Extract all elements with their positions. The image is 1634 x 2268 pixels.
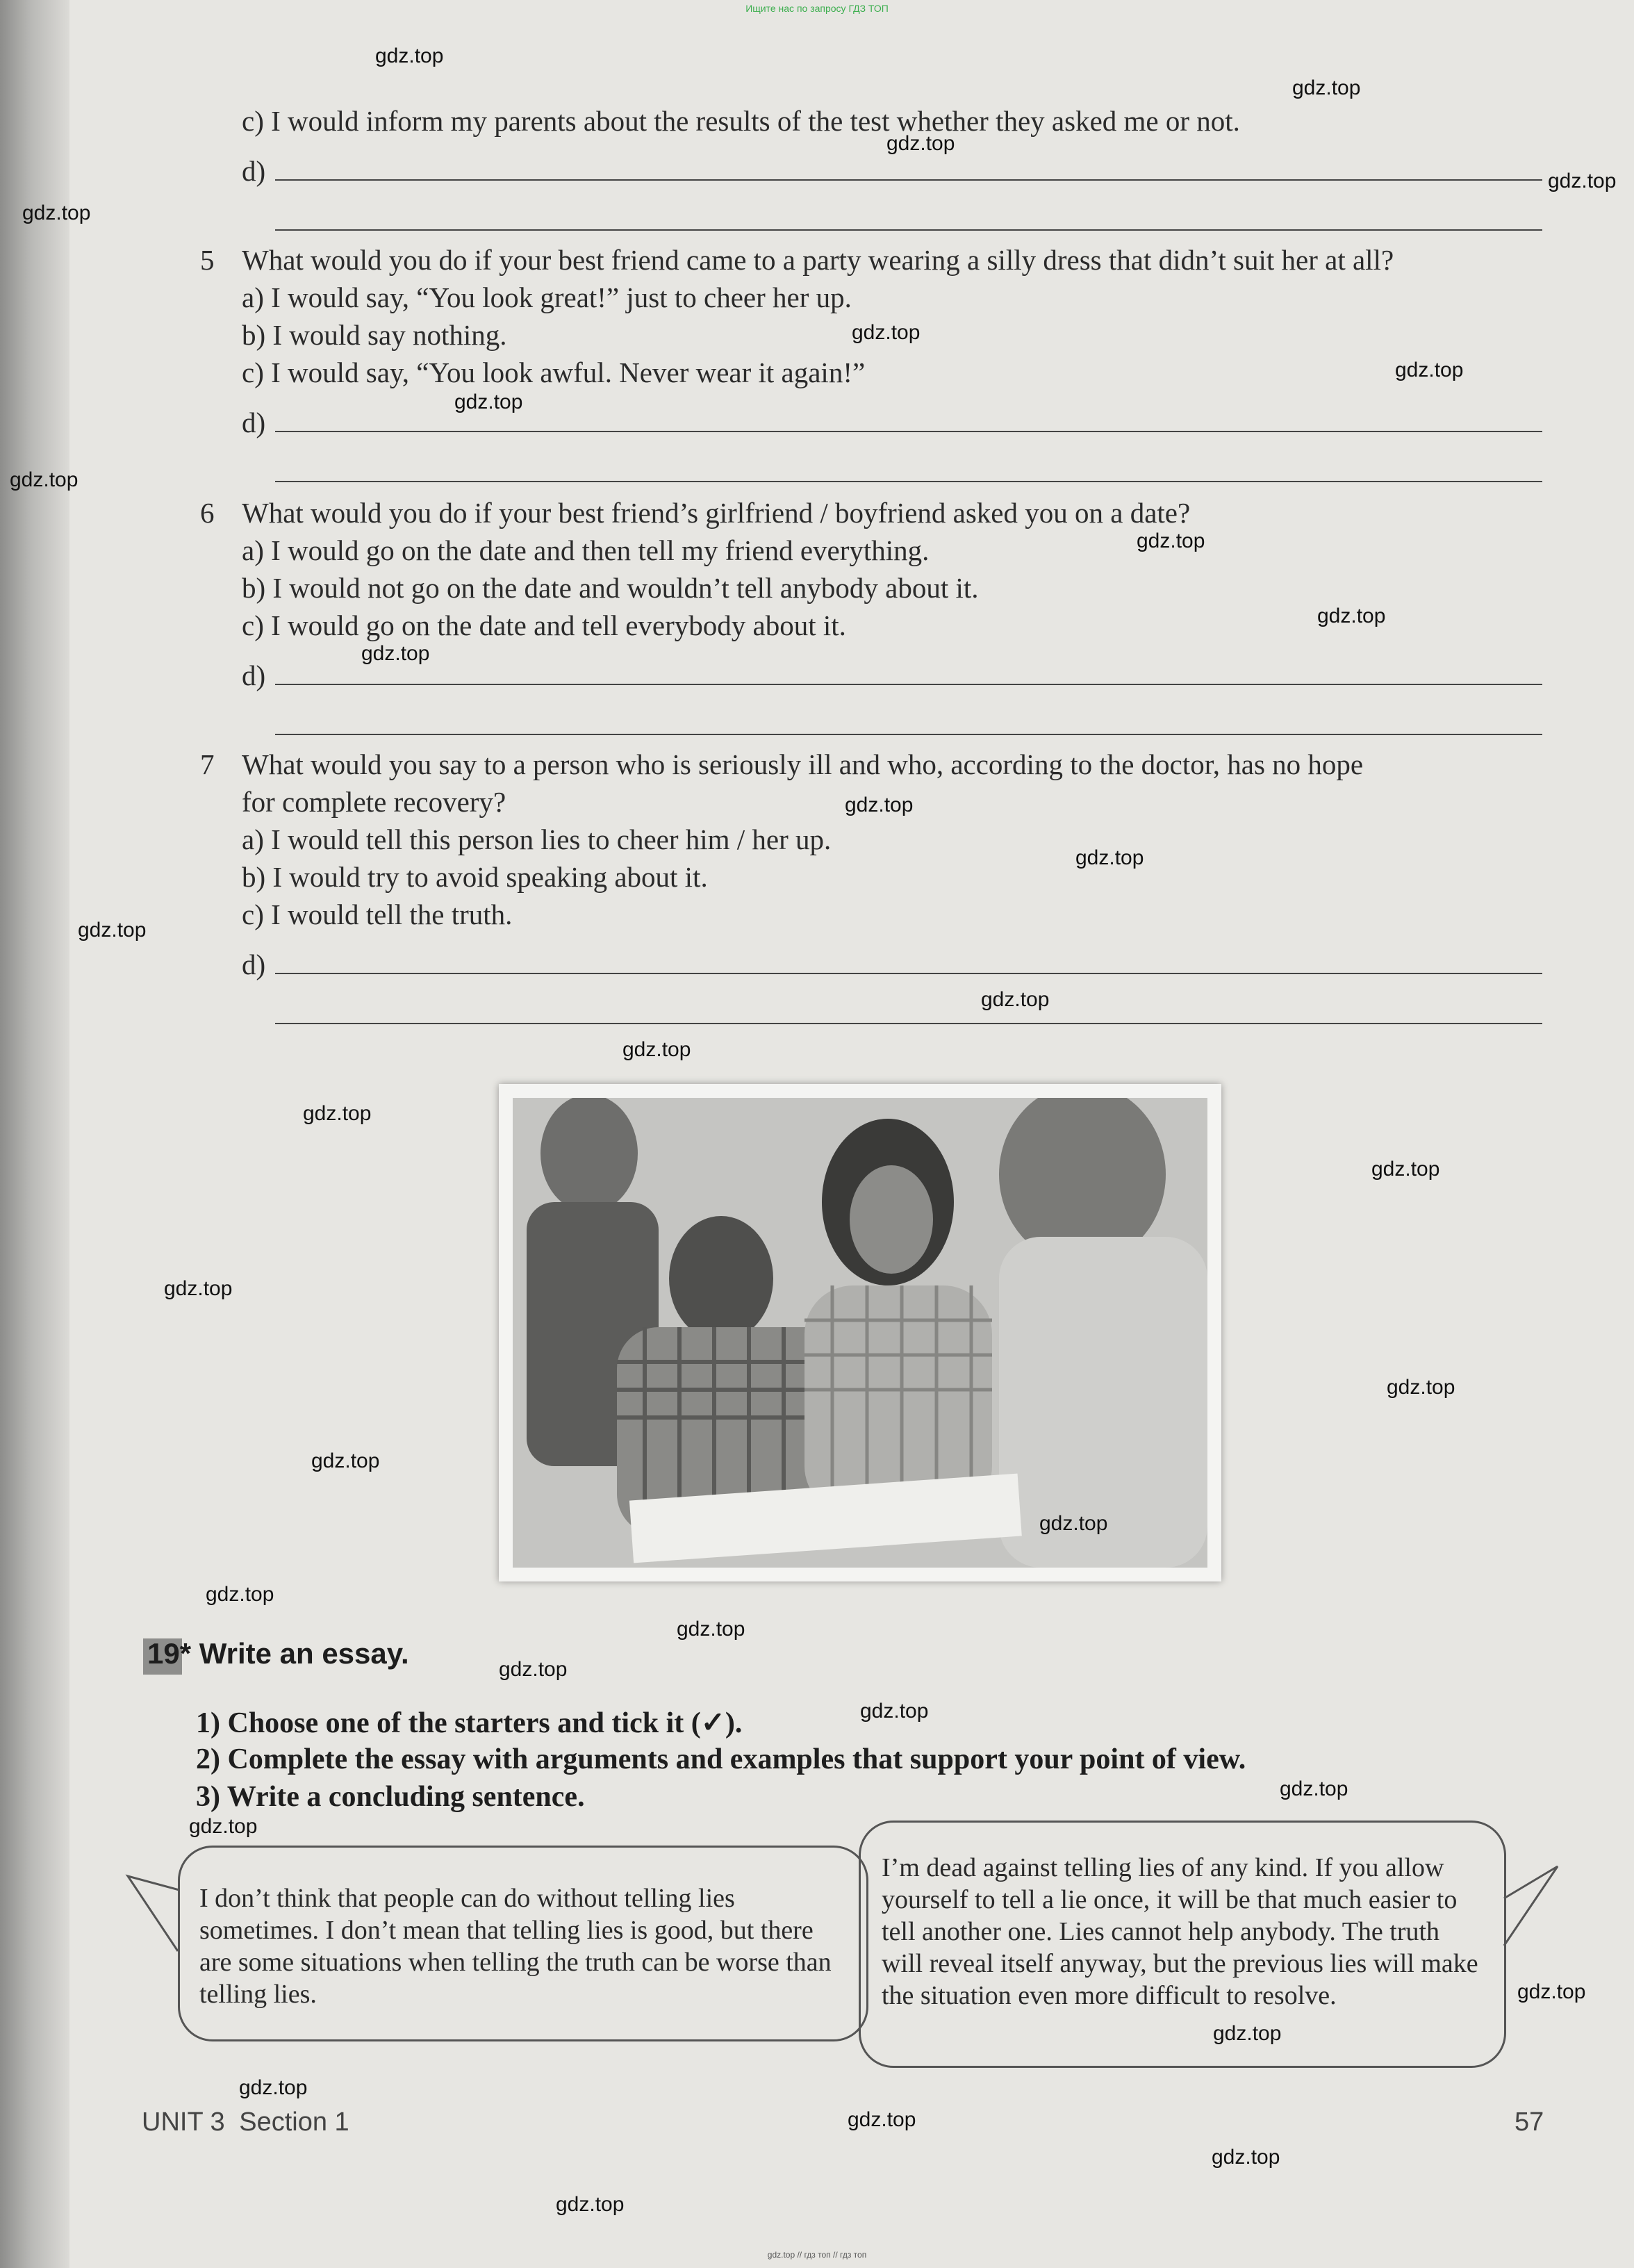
unit-label: UNIT 3 xyxy=(142,2107,225,2137)
watermark: gdz.top xyxy=(622,1038,691,1061)
watermark: gdz.top xyxy=(677,1618,745,1641)
exercise-title: Write an essay. xyxy=(199,1637,409,1670)
exercise-step-1: 1) Choose one of the starters and tick it (✓). xyxy=(196,1707,743,1739)
watermark: gdz.top xyxy=(206,1583,274,1606)
q6-option-a: a) I would go on the date and then tell my friend everything. xyxy=(242,534,930,566)
watermark: gdz.top xyxy=(1548,170,1617,192)
q6-option-c: c) I would go on the date and tell everybody about it. xyxy=(242,609,846,641)
section-label: Section 1 xyxy=(239,2107,349,2137)
watermark: gdz.top xyxy=(1213,2022,1282,2045)
watermark: gdz.top xyxy=(1292,76,1361,99)
unit-section-label xyxy=(142,2107,349,2137)
watermark: gdz.top xyxy=(375,44,444,67)
watermark: gdz.top xyxy=(499,1658,568,1681)
watermark: gdz.top xyxy=(1280,1777,1348,1800)
watermark: gdz.top xyxy=(848,2108,916,2131)
watermark: gdz.top xyxy=(22,202,91,224)
q5-option-d: d) xyxy=(242,406,266,438)
watermark: gdz.top xyxy=(1371,1158,1440,1181)
watermark: gdz.top xyxy=(78,919,147,942)
q6-option-b: b) I would not go on the date and wouldn’t tell anybody about it. xyxy=(242,572,979,604)
watermark: gdz.top xyxy=(1075,846,1144,869)
q7-number: 7 xyxy=(200,748,215,780)
starter-bubble-right[interactable] xyxy=(859,1821,1506,2068)
q4-option-c: c) I would inform my parents about the results of the test whether they asked me or not. xyxy=(242,105,1240,137)
exercise-step-3: 3) Write a concluding sentence. xyxy=(196,1781,585,1813)
q5-option-c: c) I would say, “You look awful. Never wear it again!” xyxy=(242,356,866,388)
q6-number: 6 xyxy=(200,497,215,529)
q7-option-c: c) I would tell the truth. xyxy=(242,898,513,930)
watermark: gdz.top xyxy=(189,1815,258,1838)
exercise-number: 19* xyxy=(147,1637,192,1670)
q6-option-d: d) xyxy=(242,659,266,691)
q5-question: What would you do if your best friend came to a party wearing a silly dress that didn’t suit her at all? xyxy=(242,244,1394,276)
watermark: gdz.top xyxy=(1395,359,1464,381)
watermark: gdz.top xyxy=(886,132,955,155)
watermark: gdz.top xyxy=(303,1102,372,1125)
q5-option-b: b) I would say nothing. xyxy=(242,319,507,351)
exercise-step-2: 2) Complete the essay with arguments and examples that support your point of view. xyxy=(196,1743,1246,1775)
watermark: gdz.top xyxy=(556,2193,625,2216)
watermark: gdz.top xyxy=(454,391,523,413)
watermark: gdz.top xyxy=(1137,529,1205,552)
watermark: gdz.top xyxy=(1517,1980,1586,2003)
q7-question-line2: for complete recovery? xyxy=(242,786,506,818)
watermark: gdz.top xyxy=(164,1277,233,1300)
starter-left-text: I don’t think that people can do without telling lies sometimes. I don’t mean that telling lies is good, but there are some situations when telling the truth can be worse than telling lies. xyxy=(199,1884,832,2009)
starter-right-text: I’m dead against telling lies of any kind. If you allow yourself to tell a lie once, it will be that much easier to tell another one. Lies cannot help anybody. The truth will reveal itself anyway, but the previous lies will make the situation even more difficult to resolve. xyxy=(882,1853,1478,2010)
q5-option-a: a) I would say, “You look great!” just to cheer her up. xyxy=(242,281,852,313)
q7-option-a: a) I would tell this person lies to cheer him / her up. xyxy=(242,823,832,855)
watermark: gdz.top xyxy=(845,794,914,816)
q7-option-b: b) I would try to avoid speaking about it. xyxy=(242,861,708,893)
page-number: 57 xyxy=(1515,2107,1544,2137)
watermark: gdz.top xyxy=(1212,2146,1280,2169)
q7-option-d: d) xyxy=(242,948,266,980)
watermark: gdz.top xyxy=(361,642,430,665)
watermark: gdz.top xyxy=(1317,605,1386,627)
q7-question-line1: What would you say to a person who is seriously ill and who, according to the doctor, has no hope xyxy=(242,748,1364,780)
watermark: gdz.top xyxy=(10,468,79,491)
q5-number: 5 xyxy=(200,244,215,276)
watermark: gdz.top xyxy=(311,1449,380,1472)
watermark: gdz.top xyxy=(1387,1376,1455,1399)
q6-question: What would you do if your best friend’s girlfriend / boyfriend asked you on a date? xyxy=(242,497,1191,529)
watermark: gdz.top xyxy=(981,988,1050,1011)
watermark: gdz.top xyxy=(860,1700,929,1723)
watermark: gdz.top xyxy=(852,321,921,344)
watermark: gdz.top xyxy=(1039,1512,1108,1535)
q4-option-d: d) xyxy=(242,155,266,187)
site-header-note: Ищите нас по запросу ГДЗ ТОП xyxy=(745,3,889,14)
site-footer-note: gdz.top // гдз топ // гдз топ xyxy=(767,2250,867,2260)
starter-bubble-left[interactable] xyxy=(178,1846,868,2041)
watermark: gdz.top xyxy=(239,2076,308,2099)
